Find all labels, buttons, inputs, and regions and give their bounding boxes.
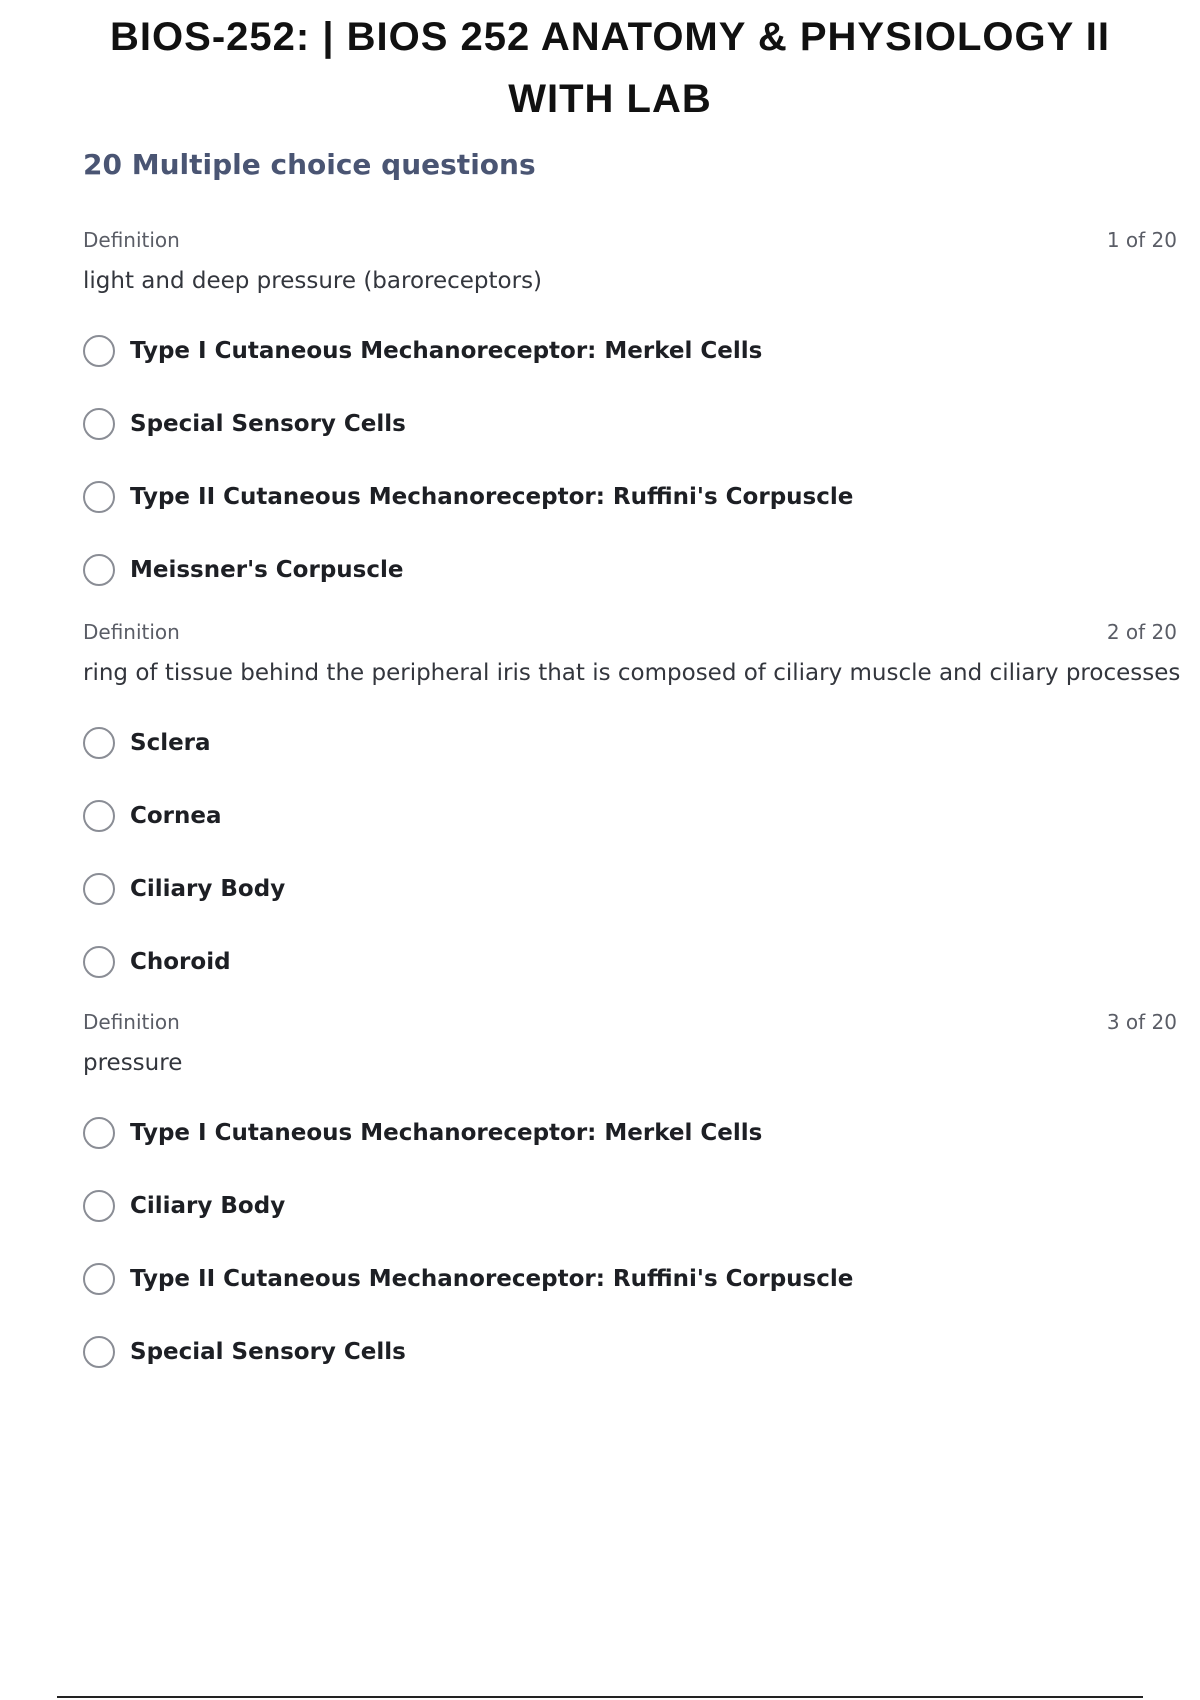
radio-button-icon[interactable] <box>83 800 115 832</box>
question-meta <box>83 228 1177 254</box>
answer-option[interactable] <box>83 314 1177 387</box>
answer-option[interactable] <box>83 925 1177 998</box>
answer-option-label: Choroid <box>130 948 231 975</box>
answer-option[interactable] <box>83 460 1177 533</box>
answer-options <box>83 1096 1177 1388</box>
section-heading: 20 Multiple choice questions <box>83 148 536 181</box>
answer-option-label: Cornea <box>130 802 222 829</box>
answer-option[interactable] <box>83 1096 1177 1169</box>
question-3 <box>83 1010 1177 1388</box>
question-type-label: Definition <box>83 228 180 252</box>
answer-option-label: Special Sensory Cells <box>130 1338 406 1365</box>
radio-button-icon[interactable] <box>83 946 115 978</box>
question-type-label: Definition <box>83 620 180 644</box>
answer-option[interactable] <box>83 706 1177 779</box>
answer-options <box>83 706 1177 998</box>
answer-option[interactable] <box>83 1169 1177 1242</box>
answer-option[interactable] <box>83 779 1177 852</box>
answer-option[interactable] <box>83 533 1177 606</box>
radio-button-icon[interactable] <box>83 1336 115 1368</box>
answer-option-label: Type I Cutaneous Mechanoreceptor: Merkel Cells <box>130 1119 763 1146</box>
question-prompt: ring of tissue behind the peripheral iris that is composed of ciliary muscle and ciliary processes <box>83 660 1181 686</box>
radio-button-icon[interactable] <box>83 481 115 513</box>
question-2 <box>83 620 1181 998</box>
radio-button-icon[interactable] <box>83 873 115 905</box>
radio-button-icon[interactable] <box>83 727 115 759</box>
answer-option[interactable] <box>83 387 1177 460</box>
radio-button-icon[interactable] <box>83 1117 115 1149</box>
question-prompt: pressure <box>83 1050 183 1076</box>
answer-option-label: Ciliary Body <box>130 1192 286 1219</box>
answer-option-label: Sclera <box>130 729 211 756</box>
footer-divider <box>57 1696 1143 1698</box>
answer-option-label: Ciliary Body <box>130 875 286 902</box>
page-title: BIOS-252: | BIOS 252 ANATOMY & PHYSIOLOGY II WITH LAB <box>110 15 1110 121</box>
answer-option-label: Type I Cutaneous Mechanoreceptor: Merkel Cells <box>130 337 763 364</box>
answer-option-label: Meissner's Corpuscle <box>130 556 404 583</box>
question-prompt: light and deep pressure (baroreceptors) <box>83 268 543 294</box>
question-meta <box>83 620 1177 646</box>
answer-option-label: Special Sensory Cells <box>130 410 406 437</box>
answer-option-label: Type II Cutaneous Mechanoreceptor: Ruffini's Corpuscle <box>130 483 854 510</box>
question-type-label: Definition <box>83 1010 180 1034</box>
answer-option-label: Type II Cutaneous Mechanoreceptor: Ruffini's Corpuscle <box>130 1265 854 1292</box>
question-counter: 1 of 20 <box>1106 228 1177 252</box>
radio-button-icon[interactable] <box>83 554 115 586</box>
question-1 <box>83 228 1177 606</box>
radio-button-icon[interactable] <box>83 408 115 440</box>
question-counter: 2 of 20 <box>1106 620 1177 644</box>
question-counter: 3 of 20 <box>1106 1010 1177 1034</box>
radio-button-icon[interactable] <box>83 1263 115 1295</box>
answer-option[interactable] <box>83 852 1177 925</box>
answer-option[interactable] <box>83 1242 1177 1315</box>
question-meta <box>83 1010 1177 1036</box>
answer-options <box>83 314 1177 606</box>
answer-option[interactable] <box>83 1315 1177 1388</box>
radio-button-icon[interactable] <box>83 335 115 367</box>
radio-button-icon[interactable] <box>83 1190 115 1222</box>
